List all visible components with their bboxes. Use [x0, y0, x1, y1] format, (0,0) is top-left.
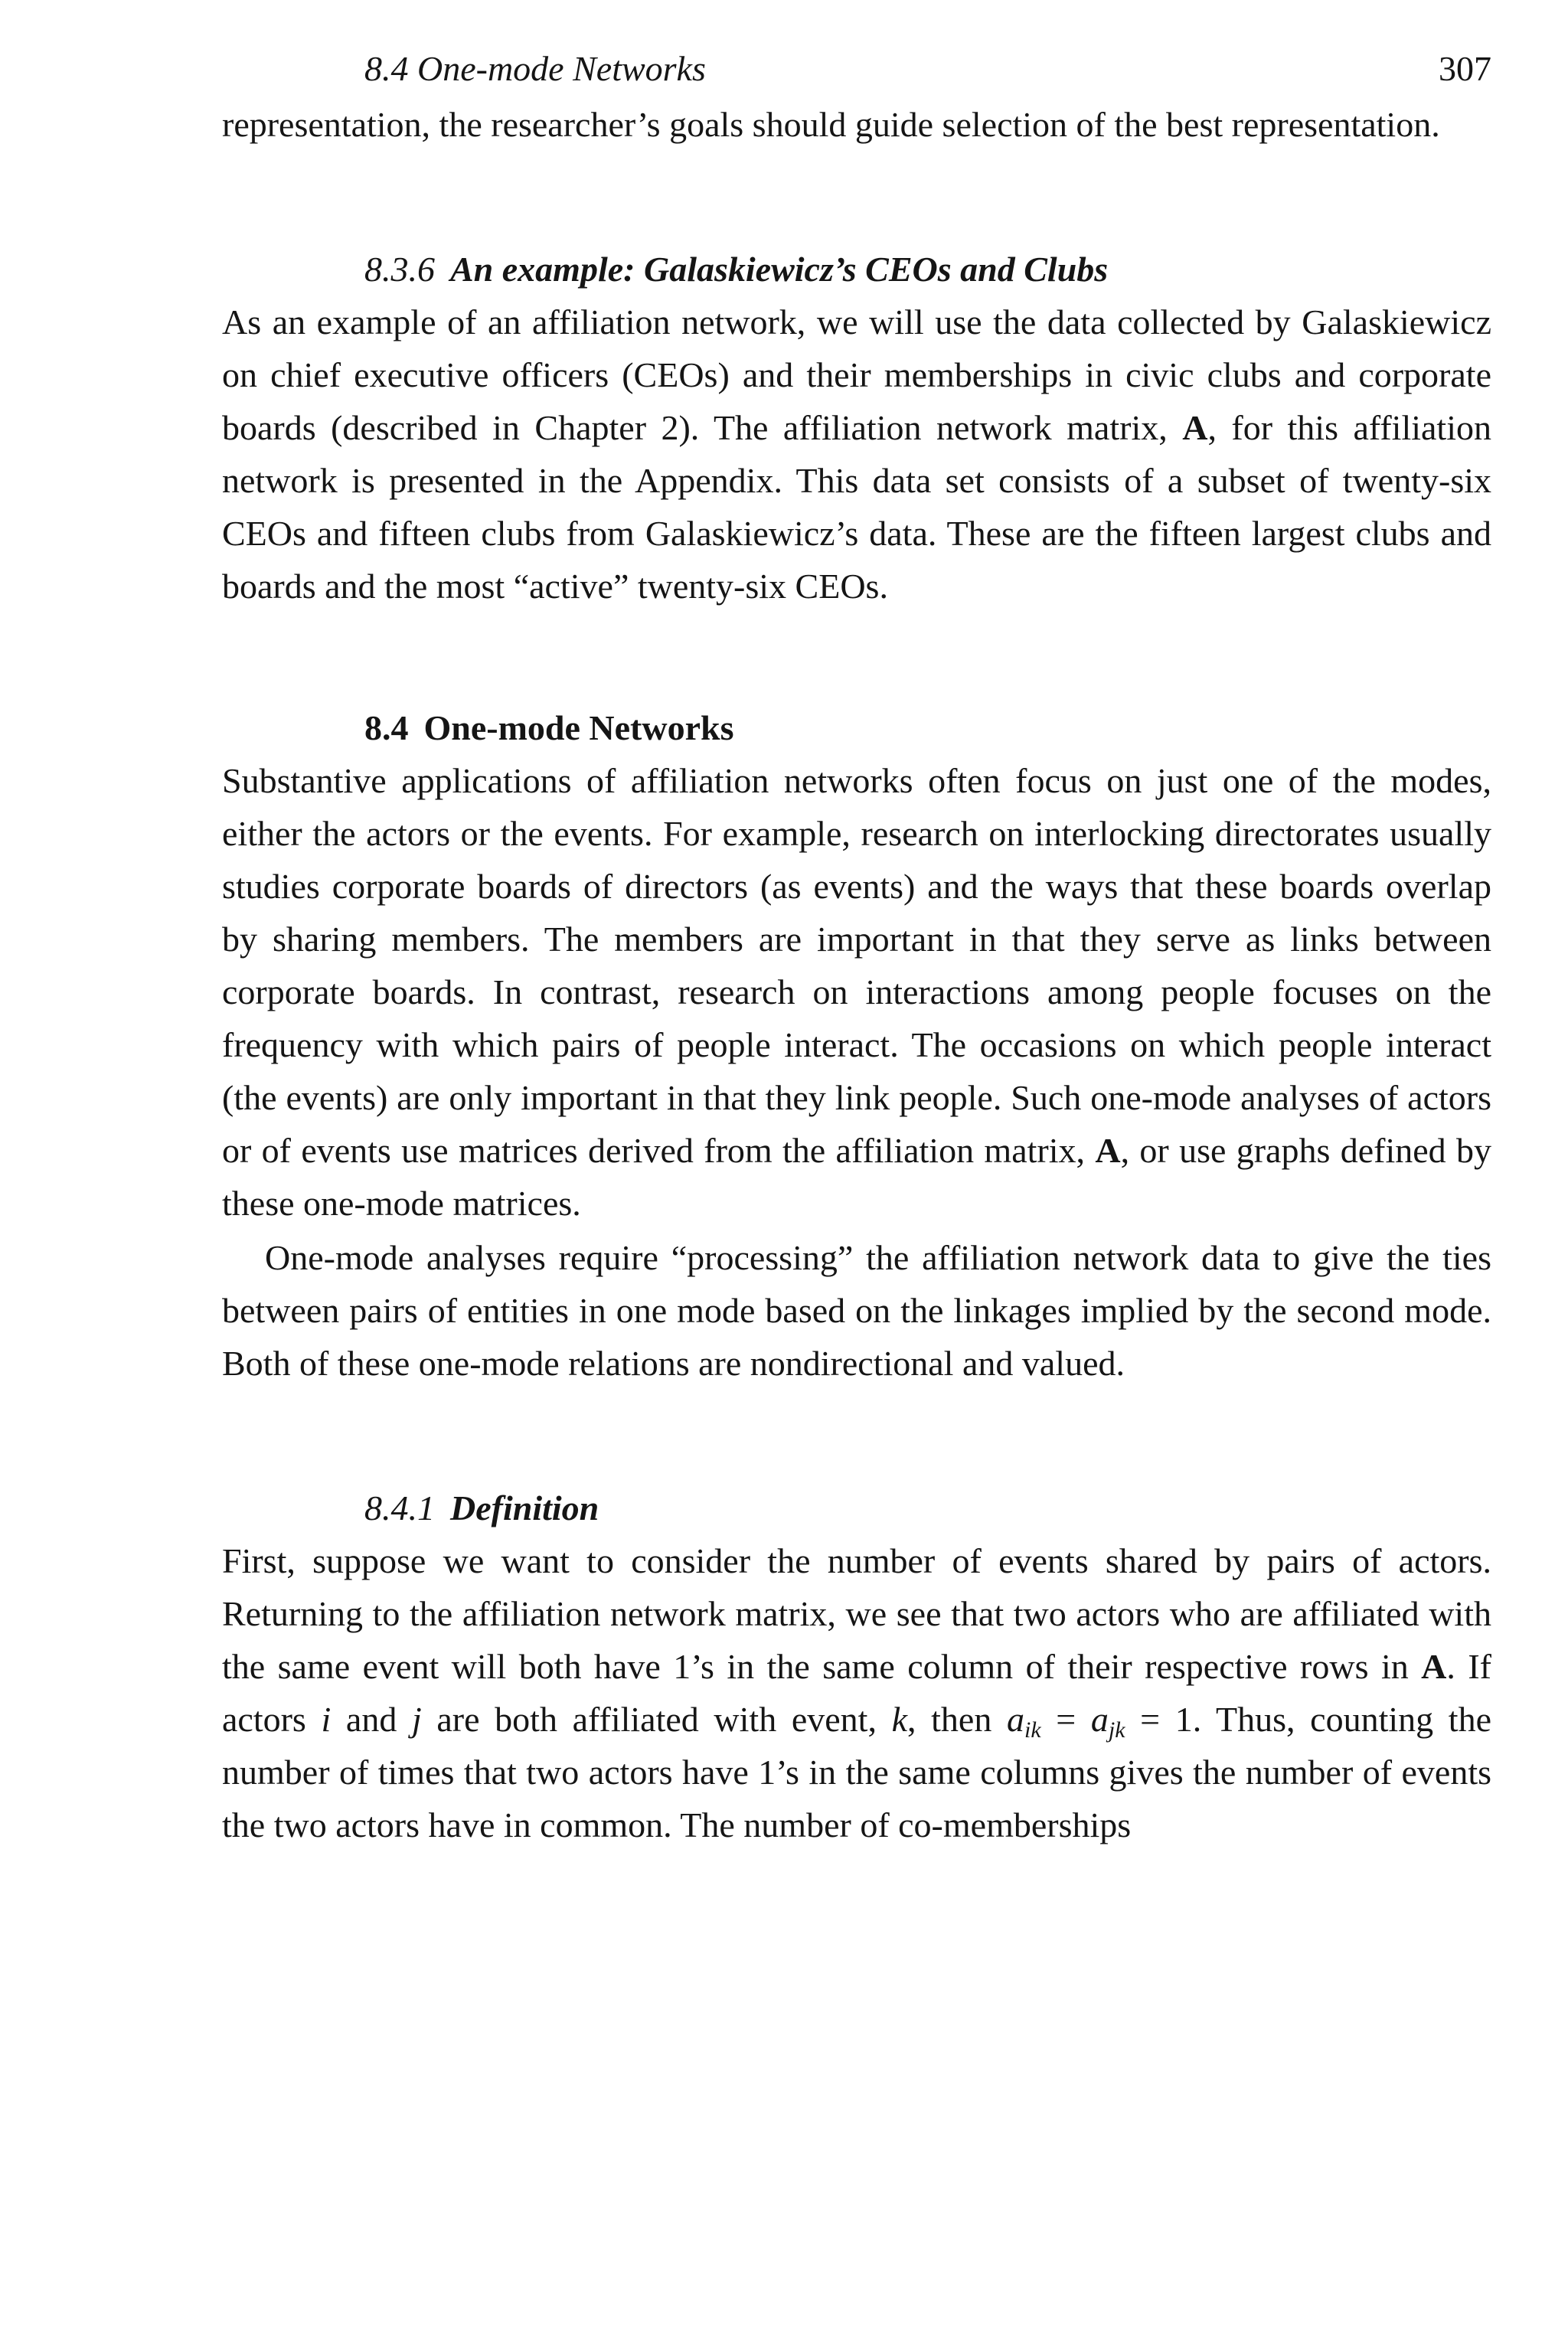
paragraph-definition — [222, 1534, 1491, 1851]
subsection-number: 8.4.1 — [364, 1488, 435, 1527]
section-title: One-mode Networks — [423, 708, 734, 747]
running-head-title: 8.4 One-mode Networks — [364, 49, 706, 88]
matrix-symbol: A — [1421, 1647, 1447, 1686]
subscript-ik: ik — [1024, 1717, 1041, 1743]
subsection-title: Definition — [450, 1488, 599, 1527]
subsection-heading-8-3-6 — [364, 243, 1491, 296]
text-run: , for this affiliation network is presented in the Appendix. This data set consists of a subset of twenty-six CEOs and fifteen clubs from Galaskiewicz’s data. These are the fifteen largest clubs and boards and the most “active” twenty-six CEOs. — [222, 408, 1491, 606]
subscript-jk: jk — [1108, 1717, 1125, 1743]
equals-sign: = — [1040, 1700, 1091, 1739]
text-run: . Thus, counting the number of times that two actors have 1’s in the same columns gives the number of events the two actors have in common. The number of co-memberships — [222, 1700, 1491, 1844]
paragraph-galaskiewicz-example — [222, 296, 1491, 613]
running-head — [222, 44, 1491, 93]
page-number: 307 — [1439, 49, 1491, 88]
subsection-title: An example: Galaskiewicz’s CEOs and Clubs — [450, 250, 1109, 289]
text-run: are both affiliated with event, — [421, 1700, 892, 1739]
text-run: and — [331, 1700, 412, 1739]
variable-i: i — [321, 1700, 332, 1739]
paragraph-one-mode-processing: One-mode analyses require “processing” the affiliation network data to give the ties between pairs of entities in one mode based on the linkages implied by the second mode. Both of these one-mode relations are nondirectional and valued. — [222, 1238, 1491, 1383]
text-run: Substantive applications of affiliation networks often focus on just one of the modes, either the actors or the events. For example, research on interlocking directorates usually studies corporate boards of directors (as events) and the ways that these boards overlap by sharing members. The members are important in that they serve as links between corporate boards. In contrast, research on interactions among people focuses on the frequency with which pairs of people interact. The occasions on which people interact (the events) are only important in that they link people. Such one-mode analyses of actors or of events use matrices derived from the affiliation matrix, — [222, 761, 1491, 1170]
text-run: , then — [907, 1700, 1007, 1739]
math-a-ik: a — [1006, 1700, 1024, 1739]
subsection-number: 8.3.6 — [364, 250, 435, 289]
text-run: , or use graphs defined by these one-mode matrices. — [222, 1131, 1491, 1223]
text-run: As an example of an affiliation network, we will use the data collected by Galaskiewicz on chief executive officers (CEOs) and their memberships in civic clubs and corporate boards (described in Chapter 2). The affiliation network matrix, — [222, 302, 1491, 447]
matrix-symbol: A — [1182, 408, 1208, 447]
math-a-jk: a — [1090, 1700, 1109, 1739]
text-run: First, suppose we want to consider the number of events shared by pairs of actors. Returning to the affiliation network matrix, we see that two actors who are affiliated with the same event will both have 1’s in the same column of their respective rows in — [222, 1541, 1491, 1686]
subsection-heading-8-4-1 — [364, 1482, 1491, 1534]
matrix-symbol: A — [1095, 1131, 1121, 1170]
opening-paragraph: representation, the researcher’s goals should guide selection of the best representation. — [222, 105, 1440, 144]
section-heading-8-4 — [364, 701, 1491, 754]
section-number: 8.4 — [364, 708, 409, 747]
variable-k: k — [891, 1700, 907, 1739]
paragraph-one-mode-intro — [222, 754, 1491, 1230]
equals-one: = 1 — [1125, 1700, 1193, 1739]
variable-j: j — [411, 1700, 422, 1739]
book-page — [222, 44, 1491, 1851]
text-run: . If actors — [222, 1647, 1491, 1739]
